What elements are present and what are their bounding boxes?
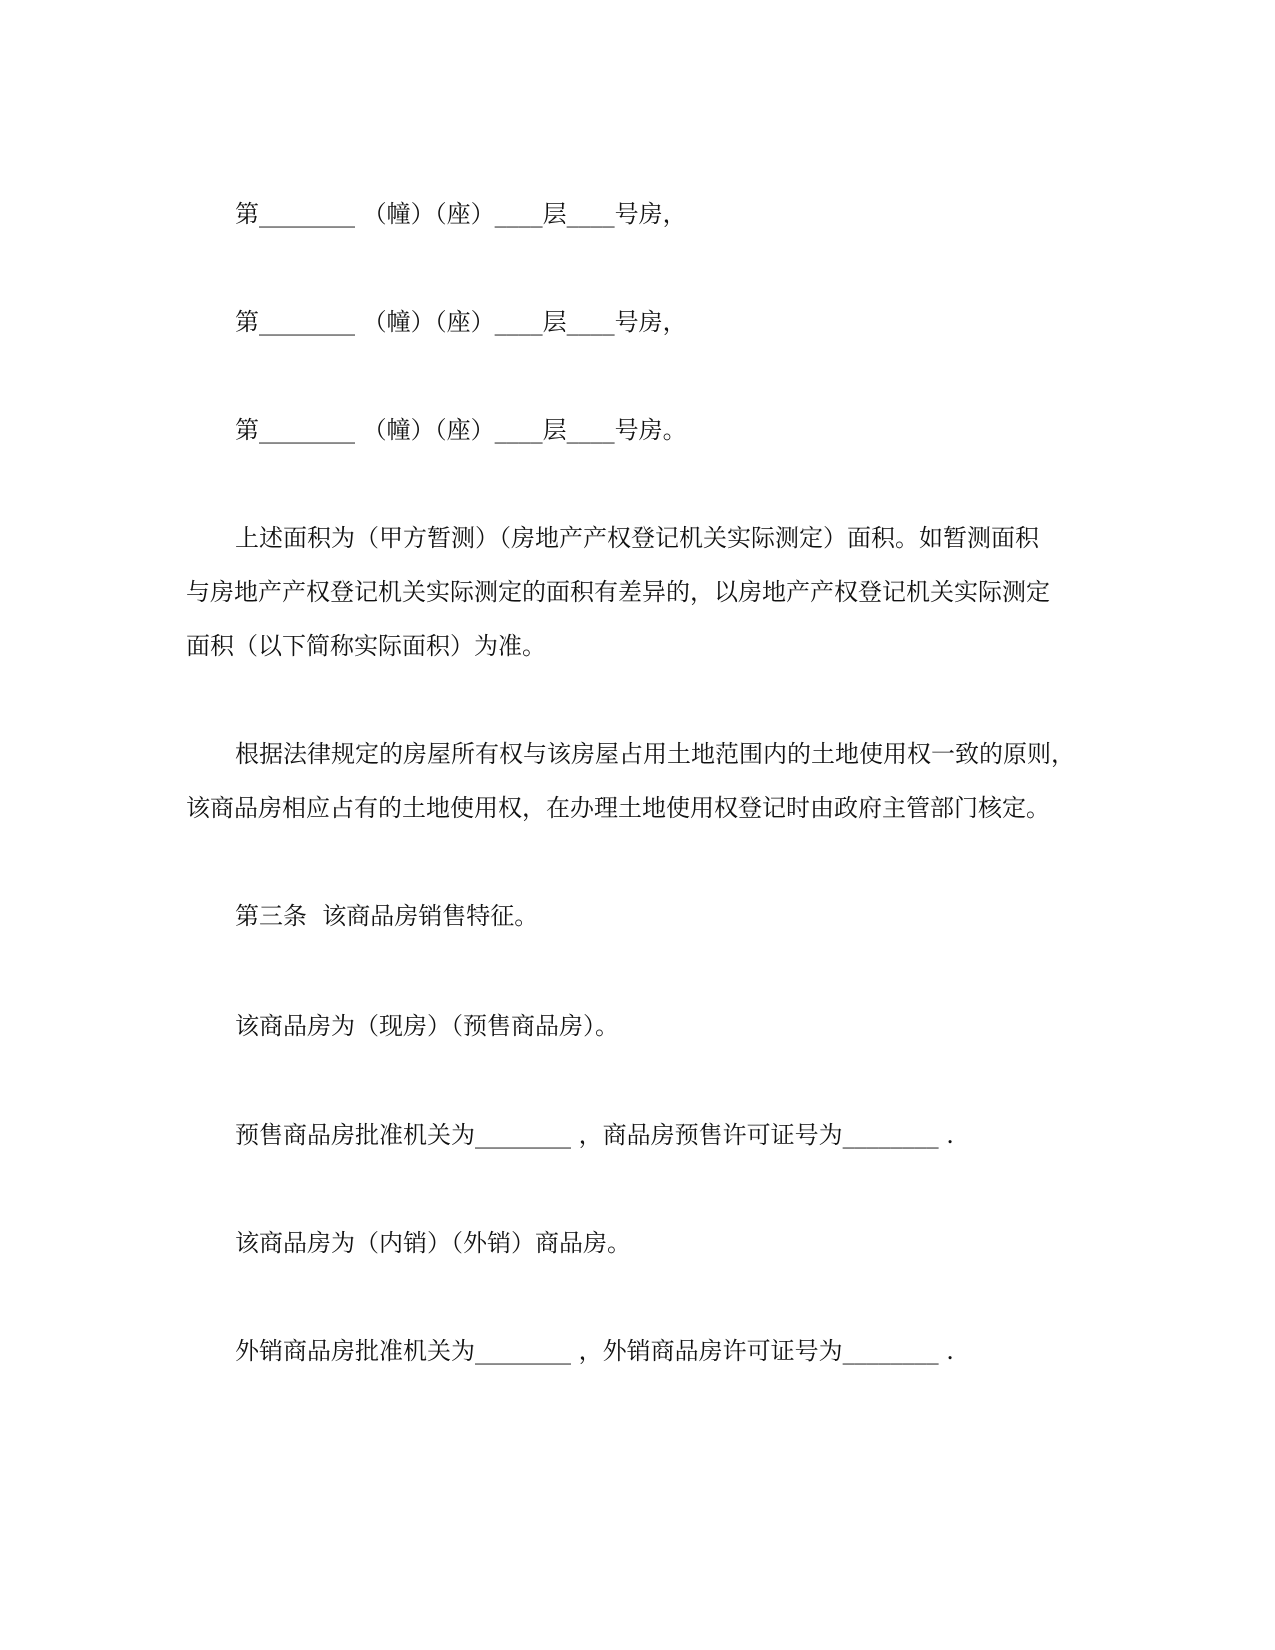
article-three-heading: 第三条 该商品房销售特征。 [235,902,539,930]
sale-type-line: 该商品房为（现房）（预售商品房）。 [235,1012,619,1040]
land-paragraph-line-1: 根据法律规定的房屋所有权与该房屋占用土地范围内的土地使用权一致的原则， [235,740,1075,768]
land-paragraph-line-2: 该商品房相应占有的土地使用权，在办理土地使用权登记时由政府主管部门核定。 [186,794,1050,822]
unit-line-2: 第________ （幢）（座）____层____号房， [235,308,687,336]
unit-line-3: 第________ （幢）（座）____层____号房。 [235,416,687,444]
presale-approval-line: 预售商品房批准机关为________ ，商品房预售许可证号为________ . [235,1121,954,1149]
export-approval-line: 外销商品房批准机关为________ ，外销商品房许可证号为________ . [235,1337,954,1365]
market-type-line: 该商品房为（内销）（外销）商品房。 [235,1229,631,1257]
area-paragraph-line-3: 面积（以下简称实际面积）为准。 [186,632,546,660]
area-paragraph-line-2: 与房地产产权登记机关实际测定的面积有差异的，以房地产产权登记机关实际测定 [186,578,1050,606]
area-paragraph-line-1: 上述面积为（甲方暂测）（房地产产权登记机关实际测定）面积。如暂测面积 [235,524,1039,552]
unit-line-1: 第________ （幢）（座）____层____号房， [235,200,687,228]
